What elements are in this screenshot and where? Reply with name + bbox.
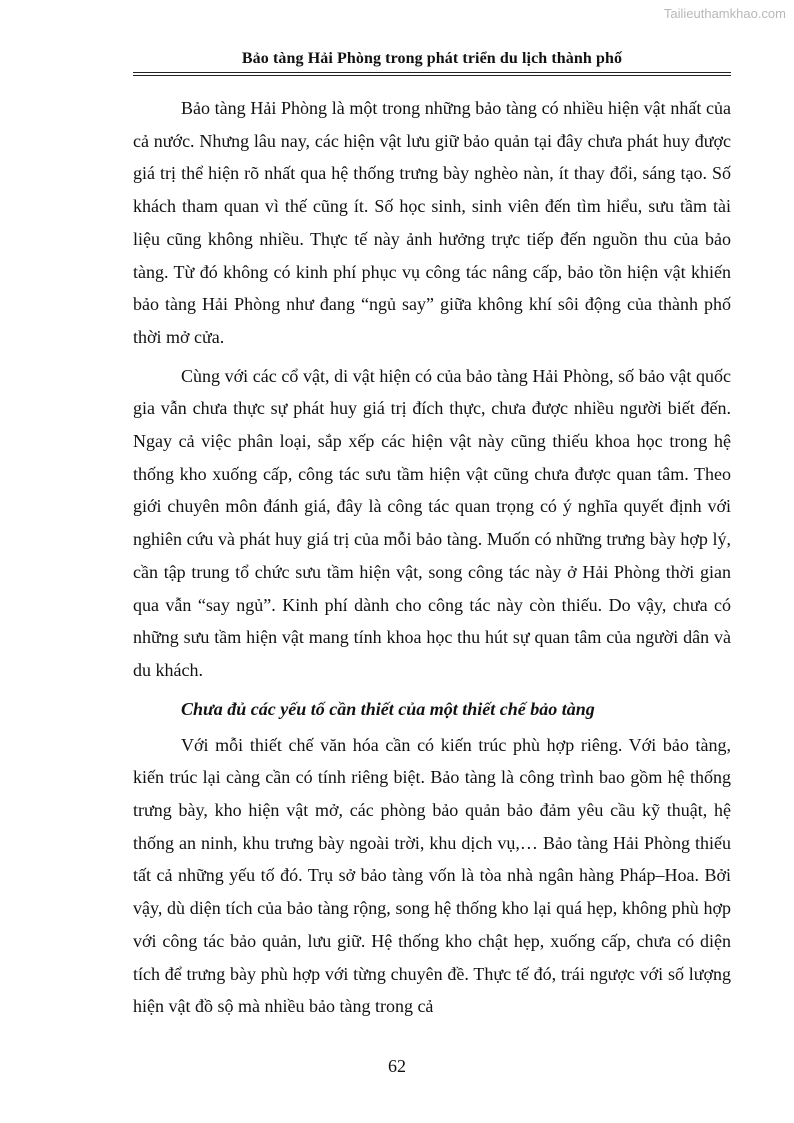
paragraph: Với mỗi thiết chế văn hóa cần có kiến trúc phù hợp riêng. Với bảo tàng, kiến trúc lại càng cần có tính riêng biệt. Bảo tàng là công trình bao gồm hệ thống trưng bày, kho hiện vật mở, các phòng bảo quản bảo đảm yêu cầu kỹ thuật, hệ thống an ninh, khu trưng bày ngoài trời, khu dịch vụ,… Bảo tàng Hải Phòng thiếu tất cả những yếu tố đó. Trụ sở bảo tàng vốn là tòa nhà ngân hàng Pháp–Hoa. Bởi vậy, dù diện tích của bảo tàng rộng, song hệ thống kho lại quá hẹp, không phù hợp với công tác bảo quản, lưu giữ. Hệ thống kho chật hẹp, xuống cấp, chưa có diện tích để trưng bày phù hợp với từng chuyên đề. Thực tế đó, trái ngược với số lượng hiện vật đồ sộ mà nhiều bảo tàng trong cả [133, 734, 731, 1017]
document-body [133, 92, 731, 1029]
page-number: 62 [388, 1056, 406, 1076]
section-heading: Chưa đủ các yếu tố cần thiết của một thiết chế bảo tàng [181, 698, 595, 719]
paragraph: Cùng với các cổ vật, di vật hiện có của bảo tàng Hải Phòng, số bảo vật quốc gia vẫn chưa thực sự phát huy giá trị đích thực, chưa được nhiều người biết đến. Ngay cả việc phân loại, sắp xếp các hiện vật này cũng thiếu khoa học trong hệ thống kho xuống cấp, công tác sưu tầm hiện vật cũng chưa được quan tâm. Theo giới chuyên môn đánh giá, đây là công tác quan trọng có ý nghĩa quyết định với nghiên cứu và phát huy giá trị của mỗi bảo tàng. Muốn có những trưng bày hợp lý, cần tập trung tổ chức sưu tầm hiện vật, song công tác này ở Hải Phòng thời gian qua vẫn “say ngủ”. Kinh phí dành cho công tác này còn thiếu. Do vậy, chưa có những sưu tầm hiện vật mang tính khoa học thu hút sự quan tâm của người dân và du khách. [133, 365, 731, 680]
watermark-text: Tailieuthamkhao.com [663, 6, 786, 21]
paragraph: Bảo tàng Hải Phòng là một trong những bảo tàng có nhiều hiện vật nhất của cả nước. Nhưng lâu nay, các hiện vật lưu giữ bảo quản tại đây chưa phát huy được giá trị thể hiện rõ nhất qua hệ thống trưng bày nghèo nàn, ít thay đổi, sáng tạo. Số khách tham quan vì thế cũng ít. Số học sinh, sinh viên đến tìm hiểu, sưu tầm tài liệu cũng không nhiều. Thực tế này ảnh hưởng trực tiếp đến nguồn thu của bảo tàng. Từ đó không có kinh phí phục vụ công tác nâng cấp, bảo tồn hiện vật khiến bảo tàng Hải Phòng như đang “ngủ say” giữa không khí sôi động của thành phố thời mở cửa. [133, 98, 731, 347]
running-header: Bảo tàng Hải Phòng trong phát triển du lịch thành phố [241, 50, 623, 67]
header-rule [133, 72, 731, 76]
